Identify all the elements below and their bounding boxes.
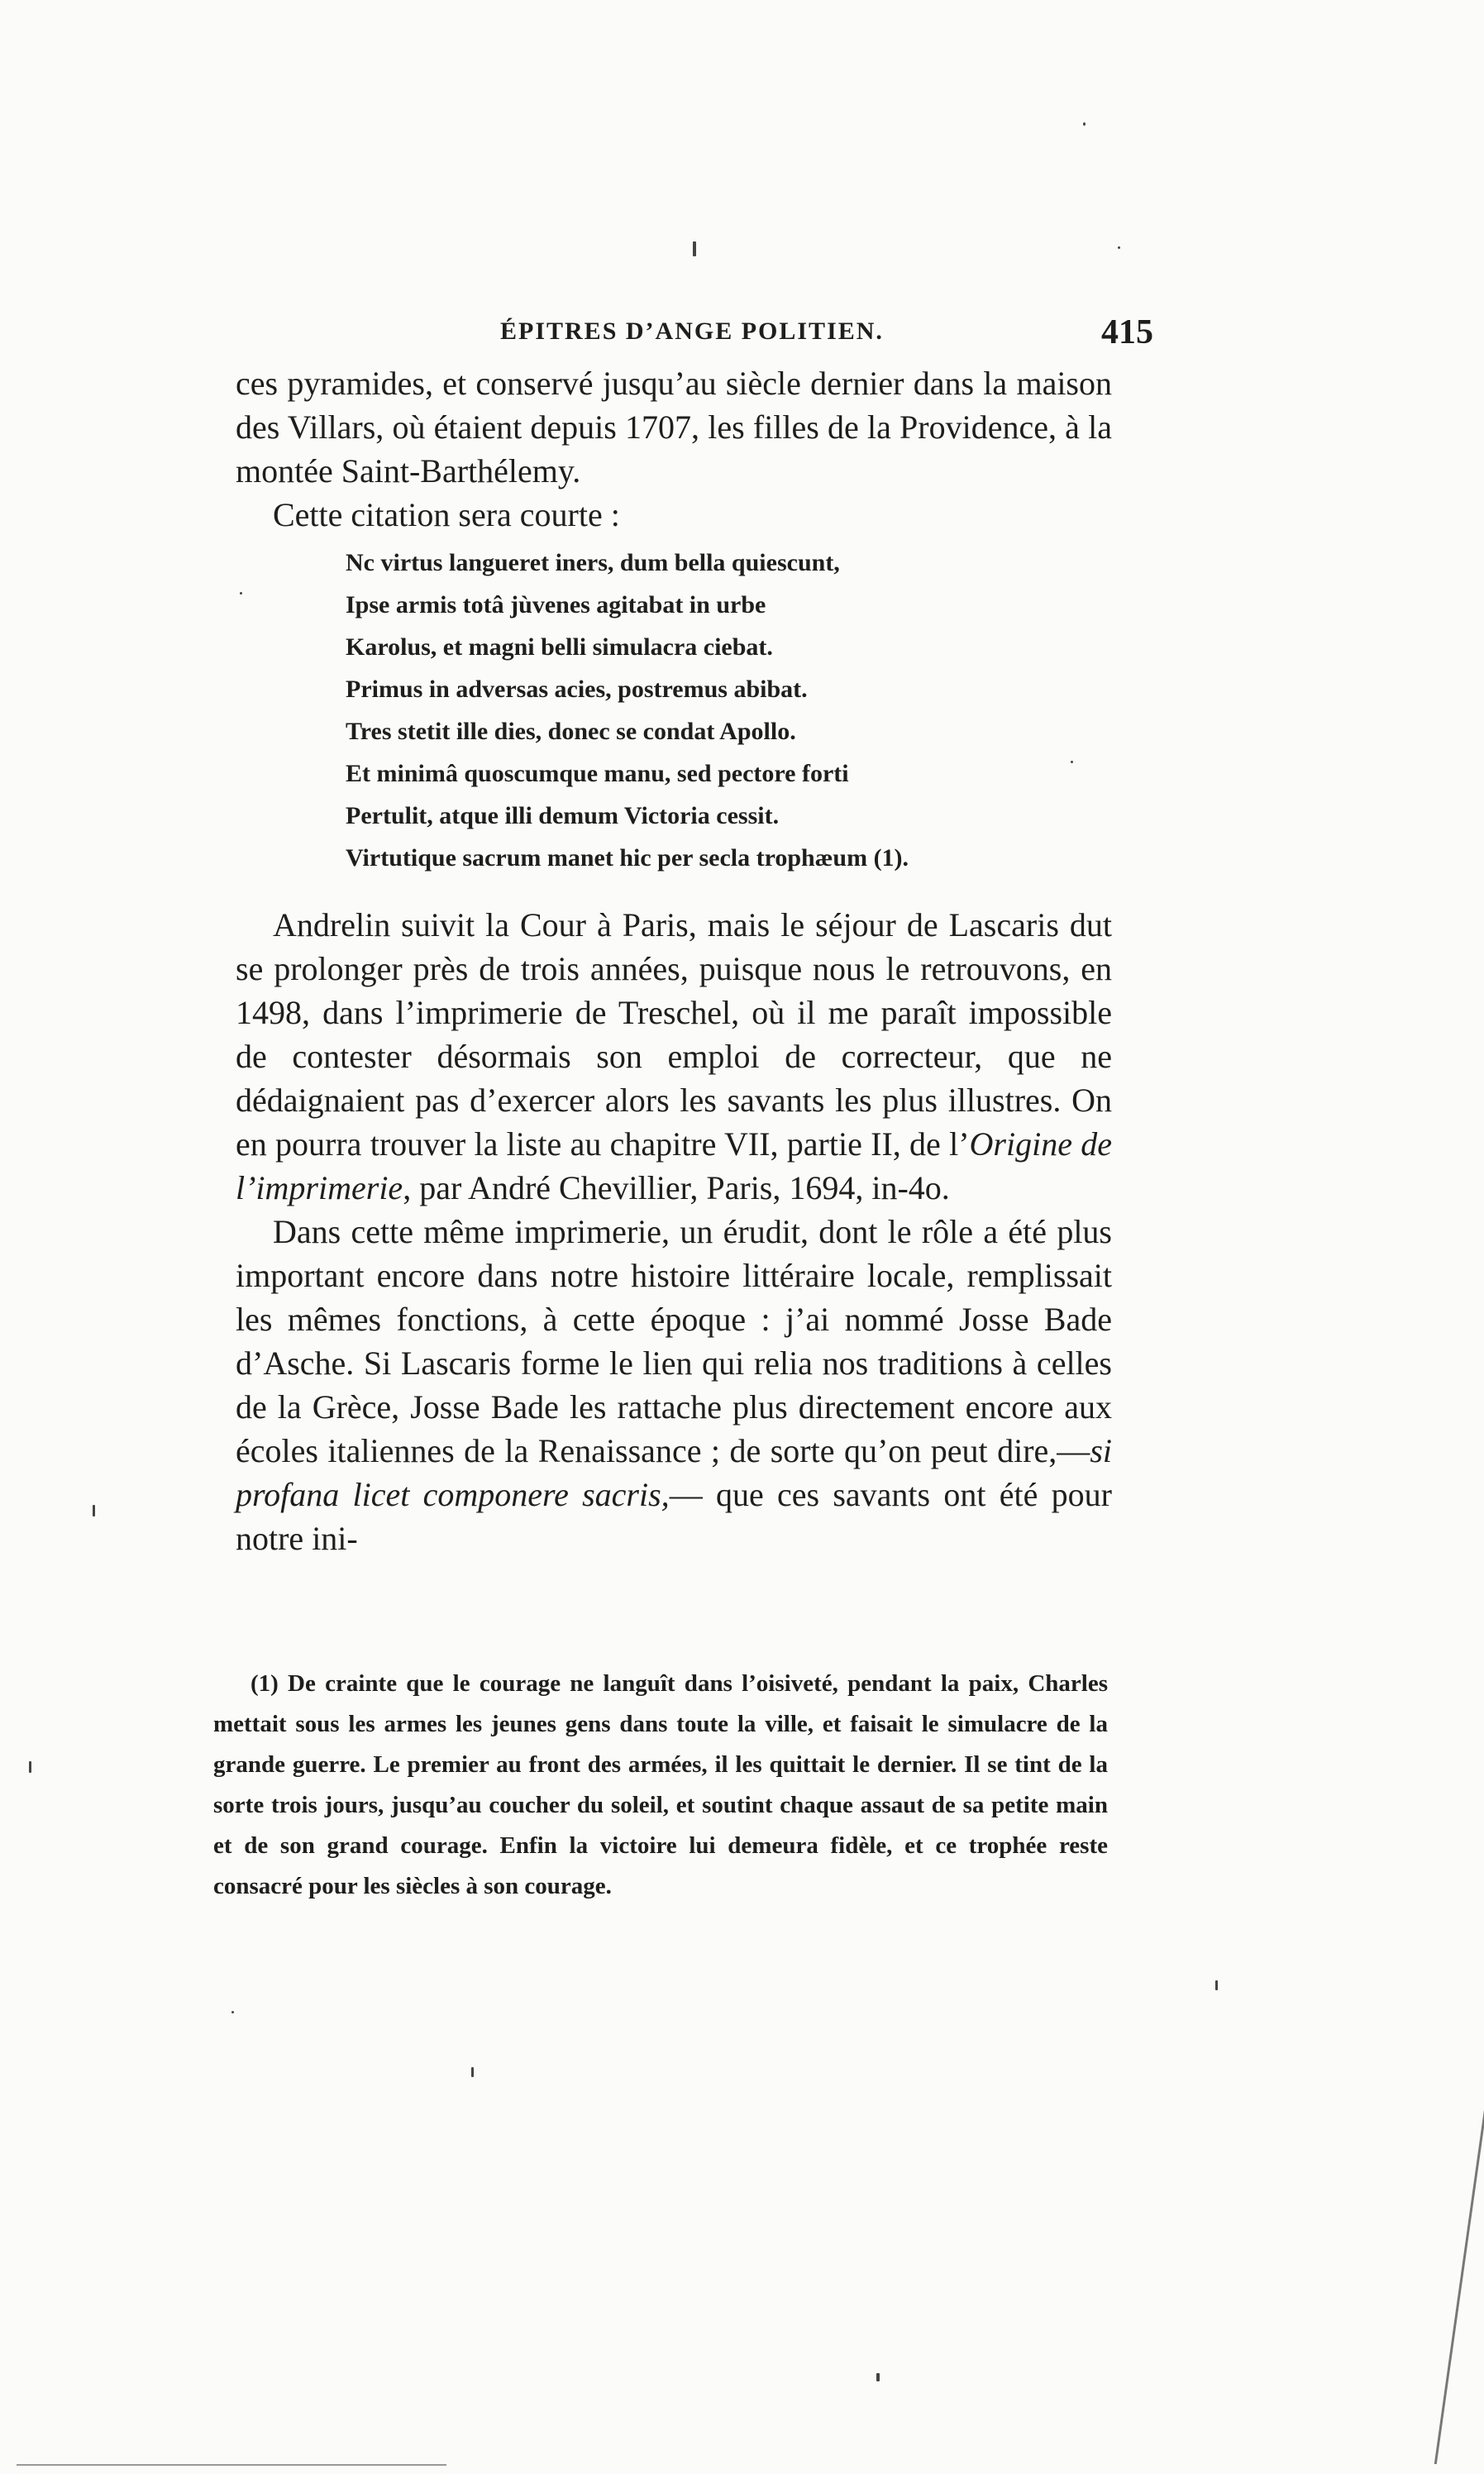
verse-line: Pertulit, atque illi demum Victoria cessit.	[346, 802, 780, 829]
scan-speck	[29, 1761, 31, 1773]
running-title: ÉPITRES D’ANGE POLITIEN.	[500, 318, 884, 345]
body-text-run: Dans cette même imprimerie, un érudit, dont le rôle a été plus important encore dans notre histoire littéraire locale, remplissait les mêmes fonctions, à cette époque : j’ai nommé Josse Bade d’Asche. Si Lascaris forme le lien qui relia nos traditions à celles de la Grèce, Josse Bade les rattache plus directement encore aux écoles italiennes de la Renaissance ; de sorte qu’on peut dire,—	[236, 1213, 1112, 1469]
scan-speck	[693, 241, 696, 256]
verse-line: Virtutique sacrum manet hic per secla trophæum (1).	[346, 844, 909, 872]
running-head	[236, 313, 1153, 354]
book-title: Origine de l’imprimerie	[236, 1125, 1112, 1206]
footnote-text: (1) De crainte que le courage ne languît dans l’oisiveté, pendant la paix, Charles mettait sous les armes les jeunes gens dans toute la ville, et faisait le simulacre de la grande guerre. Le premier au front des armées, il les quittait le dernier. Il se tint de la sorte trois jours, jusqu’au coucher du soleil, et soutint chaque assaut de sa petite main et de son grand courage. Enfin la victoire lui demeura fidèle, et ce trophée reste consacré pour les siècles à son courage.	[213, 1670, 1108, 1899]
intro-paragraph: ces pyramides, et conservé jusqu’au siècle dernier dans la maison des Villars, où étaient depuis 1707, les filles de la Providence, à la montée Saint-Barthélemy.	[236, 365, 1112, 490]
body-paragraph	[236, 1210, 1112, 1560]
scan-speck	[231, 2011, 234, 2013]
bottom-edge-line	[17, 2464, 446, 2466]
citation-intro: Cette citation sera courte :	[273, 496, 620, 533]
verse-line: Karolus, et magni belli simulacra ciebat.	[346, 633, 773, 661]
body-text-run: , par André Chevillier, Paris, 1694, in-4o.	[403, 1169, 950, 1206]
scan-speck	[93, 1505, 95, 1516]
verse-line: Primus in adversas acies, postremus abibat.	[346, 676, 808, 703]
page-number: 415	[1101, 313, 1153, 351]
scan-speck	[240, 592, 242, 595]
main-text	[236, 903, 1112, 1560]
scan-speck	[1215, 1980, 1218, 1990]
body-text-run: Andrelin suivit la Cour à Paris, mais le séjour de Lascaris dut se prolonger près de trois années, puisque nous le retrouvons, en 1498, dans l’imprimerie de Treschel, où il me paraît impossible de contester désormais son emploi de correcteur, que ne dédaignaient pas d’exercer alors les savants les plus illustres. On en pourra trouver la liste au chapitre VII, partie II, de l’	[236, 906, 1112, 1163]
verse-line: Tres stetit ille dies, donec se condat Apollo.	[346, 718, 796, 745]
scan-speck	[1083, 122, 1086, 126]
verse-line: Ipse armis totâ jùvenes agitabat in urbe	[346, 591, 766, 618]
scan-speck	[876, 2373, 880, 2381]
verse-line: Nc virtus langueret iners, dum bella quiescunt,	[346, 549, 840, 576]
body-paragraph	[236, 903, 1112, 1210]
footnote	[213, 1664, 1108, 1907]
scan-speck	[1118, 246, 1120, 249]
verse-line: Et minimâ quoscumque manu, sed pectore forti	[346, 760, 849, 787]
body-text-run: — que ces savants ont été pour notre ini-	[236, 1476, 1113, 1557]
page-edge-line	[1434, 2026, 1484, 2464]
scan-speck	[471, 2067, 474, 2077]
latin-verse	[346, 542, 1090, 879]
latin-quote: si profana licet componere sacris,	[236, 1432, 1112, 1513]
intro-text	[236, 361, 1112, 537]
scan-speck	[1071, 761, 1073, 763]
